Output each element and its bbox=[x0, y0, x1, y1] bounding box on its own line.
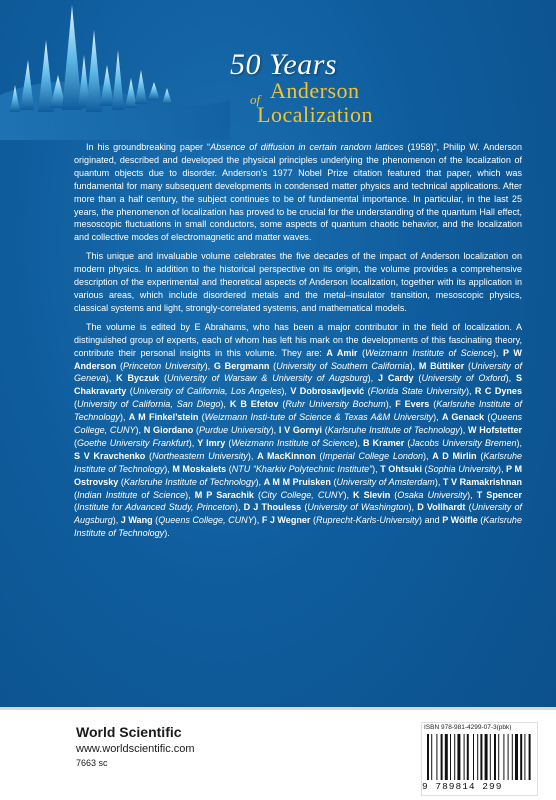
contributor-name: D Vollhardt bbox=[417, 502, 466, 513]
contributor-affiliation: Weizmann Institute of Science bbox=[365, 347, 493, 358]
contributor-affiliation: Ruhr University Bochum bbox=[285, 399, 386, 410]
localization-surface-graphic bbox=[0, 0, 230, 140]
blurb-paragraph-1: In his groundbreaking paper “Absence of diffusion in certain random lattices (1958)”, Philip W. Anderson originated, described and developed the physical principles underlying the phenomenon of the localization of quantum objects due to disorder. Anderson’s 1977 Nobel Prize citation featured that paper, which was fundamental for many subsequent developments in condensed matter physics and technical applications. After more than a half century, the subject continues to be of fundamental importance. In particular, in the last 25 years, the phenomenon of localization has proved to be crucial for the understanding of the quantum Hall effect, mesoscopic fluctuations in small conductors, some aspects of quantum chaotic behavior, and the localization and collective modes of electromagnetic and matter waves. bbox=[74, 142, 522, 243]
contributor-name: K B Efetov bbox=[229, 399, 279, 410]
contributor-name: B Kramer bbox=[363, 437, 405, 448]
blurb-paragraph-3: The volume is edited by E Abrahams, who has been a major contributor in the field of localization. A distinguished group of experts, each of whom has left his mark on the developments of this fascinating theory, contribute their personal insights in this volume. They are: A Amir (Weizmann Institute of Science), P W Anderson (Princeton University), G Bergmann (University of Southern California), M Büttiker (University of Geneva), K Byczuk (University of Warsaw & University of Augsburg), J Cardy (University of Oxford), S Chakravarty (University of California, Los Angeles), V Dobrosavljević (Florida State University), R C Dynes (University of California, San Diego), K B Efetov (Ruhr University Bochum), F Evers (Karlsruhe Institute of Technology), A M Finkel’stein (Weizmann Insti-tute of Science & Texas A&M University), A Genack (Queens College, CUNY), N Giordano (Purdue University), I V Gornyi (Karlsruhe Institute of Technology), W Hofstetter (Goethe University Frankfurt), Y Imry (Weizmann Institute of Science), B Kramer (Jacobs University Bremen), S V Kravchenko (Northeastern University), A MacKinnon (Imperial College London), A D Mirlin (Karlsruhe Institute of Technology), M Moskalets (NTU “Kharkiv Polytechnic Institute”), T Ohtsuki (Sophia University), P M Ostrovsky (Karlsruhe Institute of Technology), A M M Pruisken (University of Amsterdam), T V Ramakrishnan (Indian Institute of Science), M P Sarachik (City College, CUNY), K Slevin (Osaka University), T Spencer (Institute for Advanced Study, Princeton), D J Thouless (University of Washington), D Vollhardt (University of Augsburg), J Wang (Queens College, CUNY), F J Wegner (Ruprecht-Karls-University) and P Wölfle (Karlsruhe Institute of Technology). bbox=[74, 321, 523, 539]
contributor-affiliation: Ruprecht-Karls-University bbox=[315, 515, 420, 526]
contributor-name: A D Mirlin bbox=[432, 450, 477, 461]
contributor-name: T Spencer bbox=[476, 489, 522, 500]
barcode-bar bbox=[454, 734, 455, 780]
contributor-name: A Genack bbox=[441, 412, 485, 423]
contributor-affiliation: Karlsruhe Institute of Technology bbox=[74, 399, 522, 423]
barcode-bar bbox=[464, 734, 465, 780]
contributor-affiliation: Florida State University bbox=[370, 386, 466, 397]
contributor-name: V Dobrosavljević bbox=[290, 386, 365, 397]
barcode-bar bbox=[515, 734, 518, 780]
contributor-affiliation: University of Geneva bbox=[74, 360, 523, 384]
contributor-affiliation: Karlsruhe Institute of Technology bbox=[74, 515, 522, 539]
contributor-affiliation: University of Warsaw & University of Augsburg bbox=[167, 373, 368, 384]
publisher-url: www.worldscientific.com bbox=[76, 743, 195, 755]
blurb-text bbox=[74, 141, 522, 546]
barcode-bar bbox=[467, 734, 469, 780]
contributor-name: F Evers bbox=[395, 399, 430, 410]
barcode-bar bbox=[508, 734, 509, 780]
contributor-affiliation: Weizmann Insti-tute of Science & Texas A&M University bbox=[204, 412, 434, 423]
contributor-name: M P Sarachik bbox=[194, 489, 254, 500]
barcode-bar bbox=[524, 734, 525, 780]
contributor-affiliation: University of Washington bbox=[307, 502, 409, 513]
contributor-name: G Bergmann bbox=[213, 360, 270, 371]
contributor-affiliation: Northeastern University bbox=[152, 450, 248, 461]
contributor-name: T V Ramakrishnan bbox=[442, 476, 522, 487]
contributor-affiliation: Queens College, CUNY bbox=[74, 412, 523, 436]
title-50-years: 50 Years bbox=[230, 48, 338, 81]
contributor-name: A M Finkel’stein bbox=[128, 412, 199, 423]
barcode-bar bbox=[520, 734, 522, 780]
barcode-bar bbox=[473, 734, 474, 780]
contributor-affiliation: City College, CUNY bbox=[260, 489, 344, 500]
contributor-name: A M M Pruisken bbox=[263, 476, 331, 487]
barcode-bar bbox=[427, 734, 429, 780]
barcode-bar bbox=[477, 734, 478, 780]
contributor-name: S V Kravchenko bbox=[74, 450, 146, 461]
barcode-bar bbox=[450, 734, 451, 780]
contributor-affiliation: Purdue University bbox=[199, 425, 271, 436]
barcode-bar bbox=[490, 734, 491, 780]
contributor-name: A MacKinnon bbox=[257, 450, 316, 461]
contributor-affiliation: University of California, San Diego bbox=[77, 399, 221, 410]
contributor-affiliation: University of Southern California bbox=[276, 360, 410, 371]
contributor-affiliation: Karlsruhe Institute of Technology bbox=[327, 425, 460, 436]
contributor-name: Y Imry bbox=[197, 437, 226, 448]
contributor-list: A Amir (Weizmann Institute of Science), P W Anderson (Princeton University), G Bergmann (University of Southern California), M Büttiker (University of Geneva), K Byczuk (University of Warsaw & University of Augsburg), J Cardy (University of Oxford), S Chakravarty (University of California, Los Angeles), V Dobrosavljević (Florida State University), R C Dynes (University of California, San Diego), K B Efetov (Ruhr University Bochum), F Evers (Karlsruhe Institute of Technology), A M Finkel’stein (Weizmann Insti-tute of Science & Texas A&M University), A Genack (Queens College, CUNY), N Giordano (Purdue University), I V Gornyi (Karlsruhe Institute of Technology), W Hofstetter (Goethe University Frankfurt), Y Imry (Weizmann Institute of Science), B Kramer (Jacobs University Bremen), S V Kravchenko (Northeastern University), A MacKinnon (Imperial College London), A D Mirlin (Karlsruhe Institute of Technology), M Moskalets (NTU “Kharkiv Polytechnic Institute”), T Ohtsuki (Sophia University), P M Ostrovsky (Karlsruhe Institute of Technology), A M M Pruisken (University of Amsterdam), T V Ramakrishnan (Indian Institute of Science), M P Sarachik (City College, CUNY), K Slevin (Osaka University), T Spencer (Institute for Advanced Study, Princeton), D J Thouless (University of Washington), D Vollhardt (University of Augsburg), J Wang (Queens College, CUNY), F J Wegner (Ruprecht-Karls-University) and P Wölfle (Karlsruhe Institute of Technology). bbox=[74, 347, 523, 539]
contributor-name: R C Dynes bbox=[474, 386, 522, 397]
contributor-name: J Cardy bbox=[378, 373, 414, 384]
publisher-name: World Scientific bbox=[76, 724, 182, 740]
contributor-affiliation: Sophia University bbox=[427, 463, 498, 474]
contributor-name: I V Gornyi bbox=[278, 425, 322, 436]
title-anderson: Anderson bbox=[270, 78, 360, 103]
barcode-bar bbox=[445, 734, 448, 780]
title-localization: Localization bbox=[257, 102, 373, 127]
contributor-name: W Hofstetter bbox=[468, 425, 523, 436]
contributor-name: M Moskalets bbox=[172, 463, 227, 474]
contributor-affiliation: Weizmann Institute of Science bbox=[231, 437, 355, 448]
barcode-bar bbox=[441, 734, 443, 780]
catalog-code: 7663 sc bbox=[76, 758, 108, 768]
barcode-bar bbox=[436, 734, 437, 780]
contributor-name: A Amir bbox=[326, 347, 358, 358]
barcode-bar bbox=[431, 734, 432, 780]
contributor-name: S Chakravarty bbox=[74, 373, 522, 397]
barcode-bar bbox=[503, 734, 504, 780]
barcode-digits: 9 789814 299 bbox=[422, 781, 503, 792]
barcode-bar bbox=[485, 734, 488, 780]
contributor-affiliation: Institute for Advanced Study, Princeton bbox=[77, 502, 235, 513]
barcode-bar bbox=[480, 734, 482, 780]
contributor-affiliation: Osaka University bbox=[397, 489, 468, 500]
contributor-name: M Büttiker bbox=[418, 360, 465, 371]
contributor-affiliation: Queens College, CUNY bbox=[158, 515, 254, 526]
contributor-affiliation: University of Oxford bbox=[421, 373, 506, 384]
contributor-name: F J Wegner bbox=[261, 515, 311, 526]
footer-divider bbox=[0, 707, 556, 710]
contributor-affiliation: Goethe University Frankfurt bbox=[77, 437, 189, 448]
blurb-paragraph-2: This unique and invaluable volume celebrates the five decades of the impact of Anderson localization on modern physics. In addition to the historical perspective on its origin, the volume provides a comprehensive description of the experimental and theoretical aspects of Anderson localization, together with its application in various areas, which include disordered metals and the metal–insulator transition, mesoscopic physics, classical systems and light, strongly-correlated systems, and mathematical models. bbox=[74, 251, 522, 313]
barcode-bar bbox=[529, 734, 531, 780]
contributor-affiliation: University of Augsburg bbox=[74, 502, 522, 526]
contributor-name: P M Ostrovsky bbox=[74, 463, 523, 487]
isbn-label: ISBN 978-981-4299-07-3(pbk) bbox=[424, 724, 512, 731]
contributor-name: P Wölfle bbox=[442, 515, 478, 526]
contributor-affiliation: University of Amsterdam bbox=[336, 476, 435, 487]
contributor-name: N Giordano bbox=[143, 425, 194, 436]
barcode-bar bbox=[494, 734, 496, 780]
contributor-affiliation: NTU “Kharkiv Polytechnic Institute” bbox=[231, 463, 373, 474]
contributor-name: T Ohtsuki bbox=[380, 463, 422, 474]
barcode-bar bbox=[512, 734, 513, 780]
contributor-affiliation: Karlsruhe Institute of Technology bbox=[123, 476, 256, 487]
barcode-bar bbox=[498, 734, 499, 780]
contributor-affiliation: Karlsruhe Institute of Technology bbox=[74, 450, 523, 474]
contributor-name: K Slevin bbox=[353, 489, 391, 500]
contributor-affiliation: Indian Institute of Science bbox=[77, 489, 186, 500]
contributor-affiliation: University of California, Los Angeles bbox=[132, 386, 282, 397]
contributor-affiliation: Imperial College London bbox=[322, 450, 424, 461]
contributor-name: D J Thouless bbox=[243, 502, 302, 513]
title-of: of bbox=[250, 92, 261, 107]
contributor-name: P W Anderson bbox=[74, 347, 522, 371]
contributor-affiliation: Jacobs University Bremen bbox=[410, 437, 517, 448]
contributor-affiliation: Princeton University bbox=[122, 360, 205, 371]
contributor-name: K Byczuk bbox=[116, 373, 160, 384]
contributor-name: J Wang bbox=[120, 515, 153, 526]
barcode-icon bbox=[427, 734, 532, 780]
barcode-bar bbox=[457, 734, 460, 780]
